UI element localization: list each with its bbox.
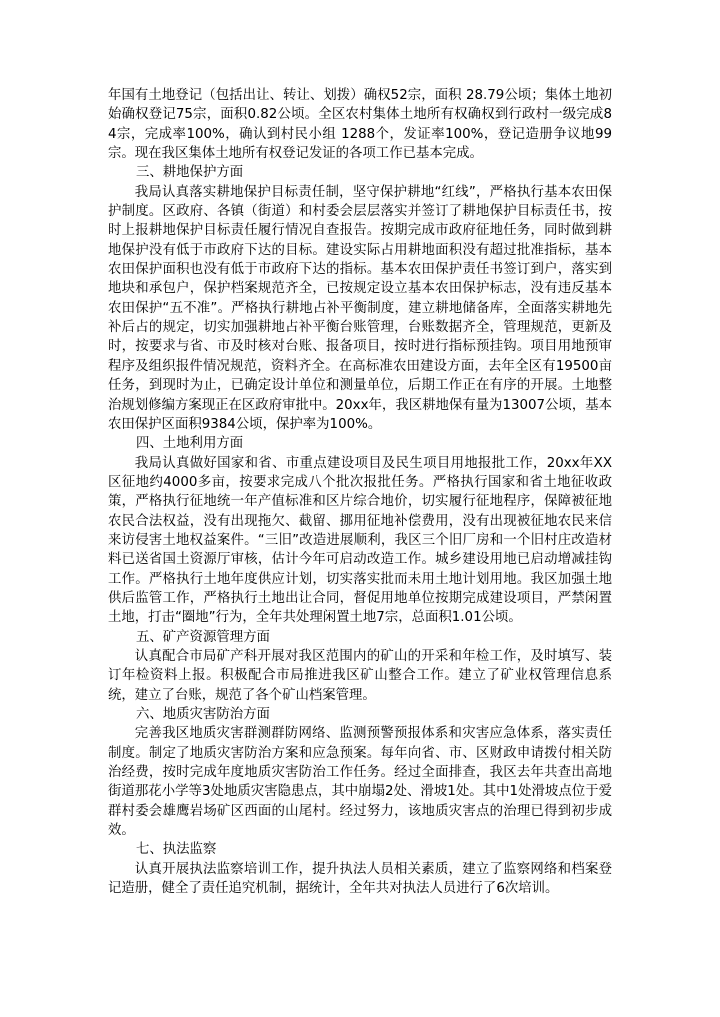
section-heading-enforcement: 七、执法监察 xyxy=(136,842,217,858)
section-paragraph-land-use: 我局认真做好国家和省、市重点建设项目及民生项目用地报批工作，20xx年XX区征地约4000多亩，按要求完成八个批次报批任务。严格执行国家和省土地征收政策，严格执行征地统一年产值标准和区片综合地价，切实履行征地程序，保障被征地农民合法权益，没有出现拖欠、截留、挪用征地补偿费用，没有出现被征地农民来信来访侵害土地权益案件。“三旧”改造进展顺利，我区三个旧厂房和一个旧村庄改造材料已送省国土资源厅审核，估计今年可启动改造工作。城乡建设用地已启动增减挂钩工作。严格执行土地年度供应计划，切实落实批而未用土地计划用地。我区加强土地供后监管工作，严格执行土地出让合同，督促用地单位按期完成建设项目，严禁闲置土地，打击“圈地”行为，全年共处理闲置土地7宗，总面积1.01公顷。 xyxy=(108,455,612,626)
section-heading-mineral: 五、矿产资源管理方面 xyxy=(136,629,270,645)
section-paragraph-farmland: 我局认真落实耕地保护目标责任制，坚守保护耕地“红线”，严格执行基本农田保护制度。区政府、各镇（街道）和村委会层层落实并签订了耕地保护目标责任书，按时上报耕地保护目标责任履行情况自查报告。按期完成市政府征地任务，同时做到耕地保护没有低于市政府下达的目标。建设实际占用耕地面积没有超过批准指标，基本农田保护面积也没有低于市政府下达的指标。基本农田保护责任书签订到户，落实到地块和承包户，保护档案规范齐全，已按规定设立基本农田保护标志，没有违反基本农田保护“五不准”。严格执行耕地占补平衡制度，建立耕地储备库，全面落实耕地先补后占的规定，切实加强耕地占补平衡台账管理，台账数据齐全，管理规范，更新及时，按要求与省、市及时核对台账、报备项目，按时进行指标预挂钩。项目用地预审程序及组织报件情况规范，资料齐全。在高标准农田建设方面，去年全区有19500亩任务，到现时为止，已确定设计单位和测量单位，后期工作正在有序的开展。土地整治规划修编方案现正在区政府审批中。20xx年，我区耕地保有量为13007公顷，基本农田保护区面积9384公顷，保护率为100%。 xyxy=(108,184,612,432)
intro-paragraph: 年国有土地登记（包括出让、转让、划拨）确权52宗，面积 28.79公顷；集体土地初始确权登记75宗，面积0.82公顷。全区农村集体土地所有权确权到行政村一级完成84宗，完成率100%，确认到村民小组 1288个，发证率100%，登记造册争议地99宗。现在我区集体土地所有权登记发证的各项工作已基本完成。 xyxy=(108,88,612,162)
section-heading-farmland: 三、耕地保护方面 xyxy=(136,165,244,181)
section-paragraph-mineral: 认真配合市局矿产科开展对我区范围内的矿山的开采和年检工作，及时填写、装订年检资料上报。积极配合市局推进我区矿山整合工作。建立了矿业权管理信息系统，建立了台账，规范了各个矿山档案管理。 xyxy=(108,648,612,703)
section-heading-geohazard: 六、地质灾害防治方面 xyxy=(136,707,270,722)
section-heading-land-use: 四、土地利用方面 xyxy=(136,436,244,452)
section-paragraph-geohazard: 完善我区地质灾害群测群防网络、监测预警预报体系和灾害应急体系，落实责任制度。制定了地质灾害防治方案和应急预案。每年向省、市、区财政申请拨付相关防治经费，按时完成年度地质灾害防治工作任务。经过全面排查，我区去年共查出高地街道那花小学等3处地质灾害隐患点，其中崩塌2处、滑坡1处。其中1处滑坡点位于爱群村委会雄鹰岩场矿区西面的山尾村。经过努力，该地质灾害点的治理已得到初步成效。 xyxy=(108,726,612,839)
section-paragraph-enforcement: 认真开展执法监察培训工作，提升执法人员相关素质，建立了监察网络和档案登记造册，健全了责任追究机制，据统计，全年共对执法人员进行了6次培训。 xyxy=(108,861,612,897)
document-page xyxy=(108,86,612,898)
